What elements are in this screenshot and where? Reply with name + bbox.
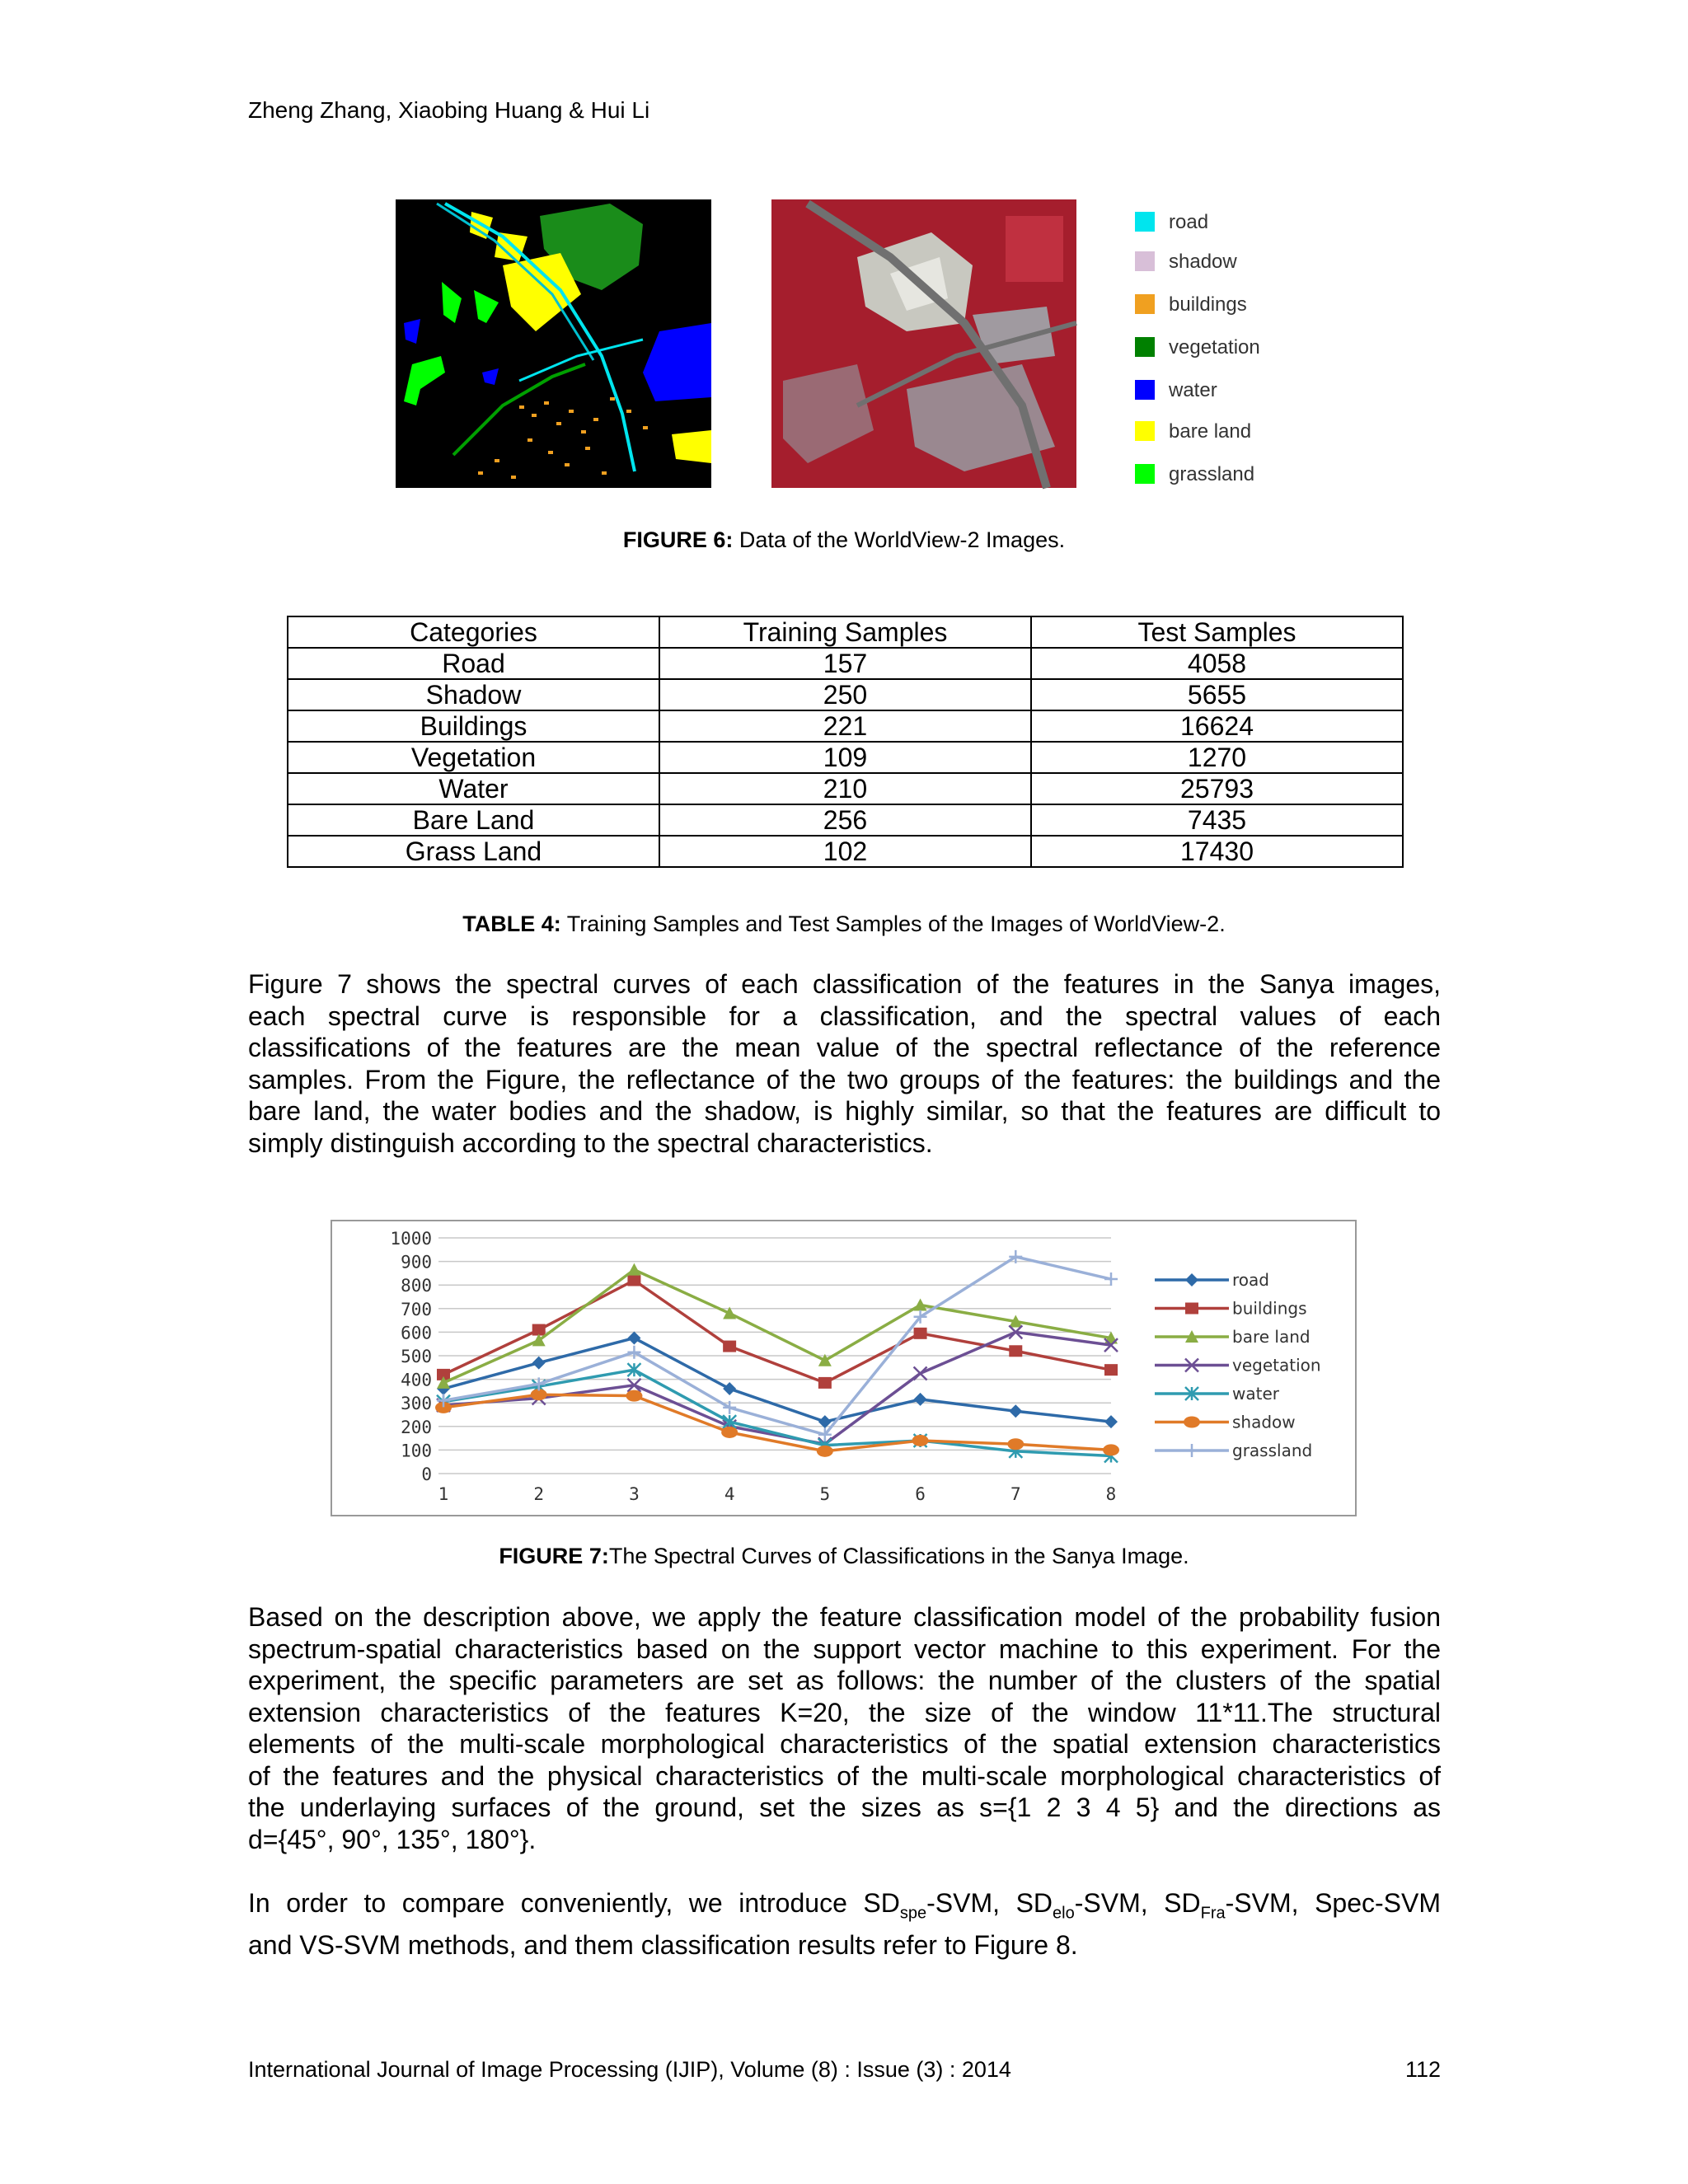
y-tick-label: 200 xyxy=(401,1417,432,1437)
paragraph-line: Based on the description above, we apply the feature classification model of the probability fusion xyxy=(248,1602,1441,1632)
table-cell: 157 xyxy=(659,648,1031,679)
table-row xyxy=(288,648,1403,679)
x-tick-label: 1 xyxy=(438,1484,449,1504)
legend-item-grassland xyxy=(1135,463,1254,485)
x-tick-label: 3 xyxy=(629,1484,640,1504)
table-cell: 25793 xyxy=(1031,773,1403,804)
paragraph-line: In order to compare conveniently, we introduce $SD_{spe}$-SVM, $SD_{elo}$-SVM, $SD_{Fra}$-SVM, Spec-SVM xyxy=(248,1888,1442,1923)
legend-label-bare-land: bare land xyxy=(1232,1327,1311,1347)
table-cell: Buildings xyxy=(288,710,659,742)
legend-label-vegetation: vegetation xyxy=(1232,1355,1321,1376)
y-tick-label: 400 xyxy=(401,1370,432,1390)
paragraph-line: classifications of the features are the mean value of the spectral reflectance of the reference xyxy=(248,1033,1441,1062)
paragraph-line: experiment, the specific parameters are set as follows: the number of the clusters of the spatial xyxy=(248,1666,1441,1695)
legend-item-bare-land xyxy=(1135,420,1251,443)
paragraph-line: bare land, the water bodies and the shadow, is highly similar, so that the features are difficult to xyxy=(248,1096,1441,1126)
x-tick-label: 5 xyxy=(819,1484,831,1504)
satellite-image xyxy=(771,199,1076,488)
table-row xyxy=(288,836,1403,867)
table-cell: 4058 xyxy=(1031,648,1403,679)
legend-item-vegetation xyxy=(1135,336,1260,359)
legend-label-bare-land: bare land xyxy=(1169,420,1252,443)
paragraph-line: Figure 7 shows the spectral curves of each classification of the features in the Sanya images, xyxy=(248,969,1441,999)
legend-swatch-bare-land xyxy=(1135,421,1155,441)
table-row xyxy=(288,804,1403,836)
table-cell: 256 xyxy=(659,804,1031,836)
figure7-caption xyxy=(0,1544,1688,1569)
paragraph-line: each spectral curve is responsible for a classification, and the spectral values of each xyxy=(248,1001,1441,1031)
legend-label-water: water xyxy=(1232,1384,1279,1404)
legend-swatch-vegetation xyxy=(1135,337,1155,357)
table-header-cell: Test Samples xyxy=(1031,616,1403,648)
legend-label-shadow: shadow xyxy=(1232,1412,1296,1432)
figure6-caption-text: Data of the WorldView-2 Images. xyxy=(733,527,1066,552)
x-tick-label: 2 xyxy=(533,1484,545,1504)
table-cell: Vegetation xyxy=(288,742,659,773)
table-cell: Road xyxy=(288,648,659,679)
data-point-buildings xyxy=(723,1341,736,1352)
table-cell: 210 xyxy=(659,773,1031,804)
paragraph-line: d={45°, 90°, 135°, 180°}. xyxy=(248,1824,537,1854)
table-cell: Shadow xyxy=(288,679,659,710)
y-tick-label: 800 xyxy=(401,1276,432,1296)
table-4 xyxy=(287,616,1404,868)
table-cell: Grass Land xyxy=(288,836,659,867)
table-cell: 16624 xyxy=(1031,710,1403,742)
paragraph-line: simply distinguish according to the spectral characteristics. xyxy=(248,1127,933,1158)
paragraph-line: the underlaying surfaces of the ground, set the sizes as s={1 2 3 4 5} and the directions as xyxy=(248,1793,1441,1822)
y-tick-label: 600 xyxy=(401,1323,432,1343)
legend-item-buildings xyxy=(1135,293,1247,316)
paragraph-line: of the features and the physical characteristics of the multi-scale morphological characteristics of xyxy=(248,1760,1441,1791)
legend-label-grassland: grassland xyxy=(1169,463,1255,485)
data-point-shadow xyxy=(1103,1444,1119,1455)
legend-item-road xyxy=(1135,211,1208,233)
legend-swatch-shadow xyxy=(1135,251,1155,271)
legend-label-water: water xyxy=(1169,379,1217,401)
running-header: Zheng Zhang, Xiaobing Huang & Hui Li xyxy=(248,97,650,123)
line-chart xyxy=(331,1220,1357,1516)
legend-item-shadow xyxy=(1135,251,1237,273)
data-point-buildings xyxy=(818,1377,832,1389)
legend-label-buildings: buildings xyxy=(1232,1298,1307,1319)
legend-item-water xyxy=(1135,379,1217,401)
data-point-shadow xyxy=(626,1390,642,1402)
figure6-caption-label: FIGURE 6: xyxy=(622,527,734,552)
figure7-caption-label: FIGURE 7: xyxy=(499,1544,609,1568)
table-cell: 1270 xyxy=(1031,742,1403,773)
table-row xyxy=(288,710,1403,742)
legend-marker-buildings xyxy=(1185,1303,1198,1315)
paragraph-line: spectrum-spatial characteristics based on the support vector machine to this experiment. For the xyxy=(248,1633,1441,1664)
legend-label-buildings: buildings xyxy=(1169,293,1247,316)
table-cell: 250 xyxy=(659,679,1031,710)
table4-caption-label: TABLE 4: xyxy=(462,912,561,936)
table-cell: Water xyxy=(288,773,659,804)
y-tick-label: 0 xyxy=(421,1465,432,1484)
x-tick-label: 8 xyxy=(1105,1484,1117,1504)
legend-swatch-water xyxy=(1135,380,1155,400)
y-tick-label: 300 xyxy=(401,1394,432,1414)
classification-map-image xyxy=(396,199,711,488)
paragraph-2 xyxy=(248,1601,1441,1855)
table4-caption-text: Training Samples and Test Samples of the Images of WorldView-2. xyxy=(560,912,1226,936)
table-header-cell: Categories xyxy=(288,616,659,648)
table-header-cell: Training Samples xyxy=(659,616,1031,648)
table-cell: 102 xyxy=(659,836,1031,867)
table-cell: 109 xyxy=(659,742,1031,773)
data-point-buildings xyxy=(1009,1345,1022,1357)
data-point-buildings xyxy=(627,1274,640,1286)
x-tick-label: 7 xyxy=(1010,1484,1021,1504)
table-cell: 5655 xyxy=(1031,679,1403,710)
legend-label-road: road xyxy=(1232,1270,1269,1290)
x-tick-label: 4 xyxy=(724,1484,735,1504)
figure-7-chart xyxy=(331,1220,1357,1516)
table-cell: Bare Land xyxy=(288,804,659,836)
paragraph-3 xyxy=(248,1887,1441,1961)
legend-swatch-buildings xyxy=(1135,294,1155,314)
y-tick-label: 900 xyxy=(401,1252,432,1272)
paragraph-line: elements of the multi-scale morphological characteristics of the spatial extension characteristics xyxy=(248,1729,1441,1759)
x-tick-label: 6 xyxy=(915,1484,926,1504)
table-cell: 221 xyxy=(659,710,1031,742)
data-point-shadow xyxy=(1007,1438,1024,1450)
legend-swatch-road xyxy=(1135,212,1155,232)
figure-6 xyxy=(396,199,1319,496)
figure6-caption xyxy=(0,527,1688,553)
chart-frame xyxy=(331,1221,1356,1516)
figure6-legend xyxy=(1135,211,1260,485)
table4-caption xyxy=(0,912,1688,937)
footer-journal: International Journal of Image Processing (IJIP), Volume (8) : Issue (3) : 2014 xyxy=(248,2057,1011,2082)
legend-swatch-grassland xyxy=(1135,464,1155,484)
table-row xyxy=(288,742,1403,773)
table-header-row xyxy=(288,616,1403,648)
data-point-buildings xyxy=(1104,1364,1118,1376)
figure7-caption-text: The Spectral Curves of Classifications in the Sanya Image. xyxy=(608,1544,1189,1568)
legend-label-shadow: shadow xyxy=(1169,251,1237,273)
y-tick-label: 100 xyxy=(401,1441,432,1461)
paragraph-line: and VS-SVM methods, and them classification results refer to Figure 8. xyxy=(248,1929,1078,1960)
data-point-shadow xyxy=(912,1435,929,1446)
y-tick-label: 1000 xyxy=(390,1229,432,1249)
table-row xyxy=(288,679,1403,710)
table-cell: 7435 xyxy=(1031,804,1403,836)
data-point-buildings xyxy=(914,1328,927,1339)
legend-label-grassland: grassland xyxy=(1232,1441,1313,1460)
legend-label-vegetation: vegetation xyxy=(1169,336,1260,359)
legend-marker-shadow xyxy=(1184,1417,1200,1428)
table-cell: 17430 xyxy=(1031,836,1403,867)
y-tick-label: 700 xyxy=(401,1299,432,1319)
paragraph-line: extension characteristics of the features K=20, the size of the window 11*11.The structural xyxy=(248,1697,1441,1727)
y-tick-label: 500 xyxy=(401,1347,432,1366)
data-point-shadow xyxy=(817,1446,833,1457)
data-point-shadow xyxy=(721,1427,738,1438)
legend-label-road: road xyxy=(1169,211,1209,233)
paragraph-1 xyxy=(248,968,1441,1159)
paragraph-line: samples. From the Figure, the reflectance of the two groups of the features: the buildings and the xyxy=(248,1064,1441,1094)
page-number: 112 xyxy=(1404,2057,1441,2082)
table-row xyxy=(288,773,1403,804)
